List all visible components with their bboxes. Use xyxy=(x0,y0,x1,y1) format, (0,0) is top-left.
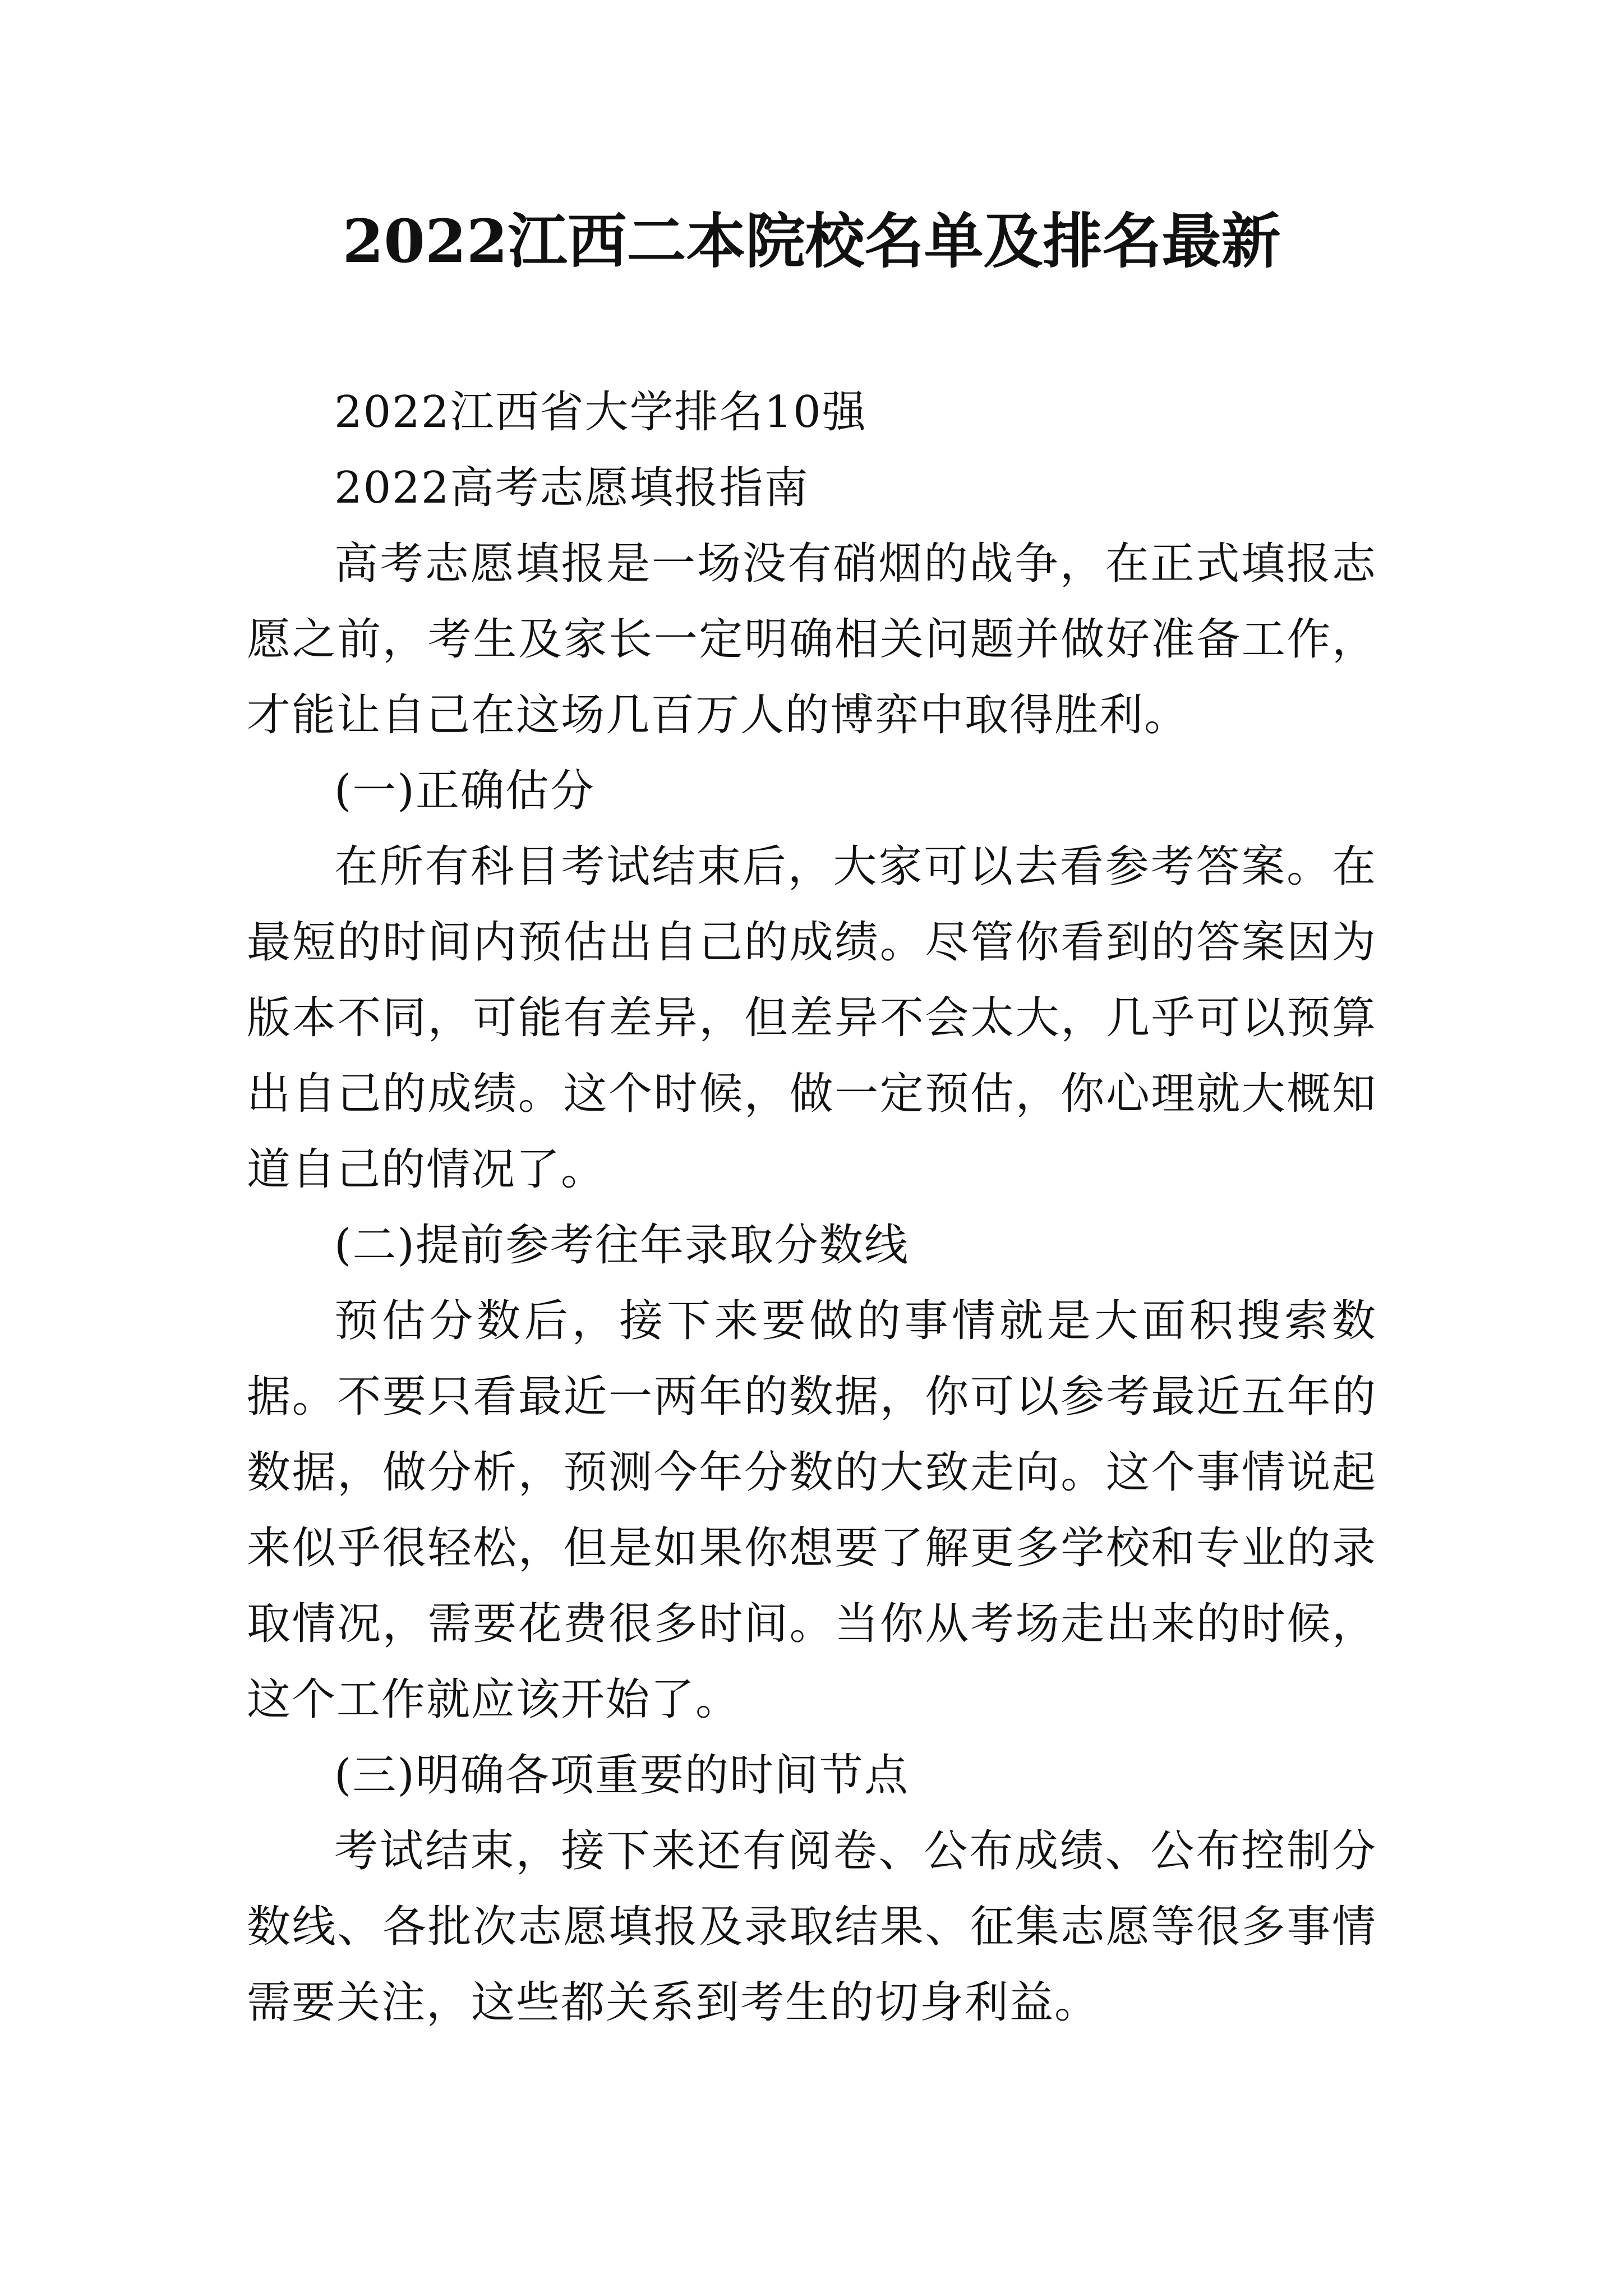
ranking-line: 2022江西省大学排名10强 xyxy=(334,387,867,438)
section-heading-3: (三)明确各项重要的时间节点 xyxy=(334,1750,909,1801)
document-body xyxy=(247,375,1377,2041)
section-heading-1: (一)正确估分 xyxy=(334,766,595,816)
document-title: 2022江西二本院校名单及排名最新 xyxy=(342,206,1281,276)
section-paragraph-1: 在所有科目考试结束后，大家可以去看参考答案。在最短的时间内预估出自己的成绩。尽管你看到的答案因为版本不同，可能有差异，但差异不会太大，几乎可以预算出自己的成绩。这个时候，做一定预估，你心理就大概知道自己的情况了。 xyxy=(247,841,1377,1195)
guide-heading: 2022高考志愿填报指南 xyxy=(334,463,809,513)
section-paragraph-2: 预估分数后，接下来要做的事情就是大面积搜索数据。不要只看最近一两年的数据，你可以参考最近五年的数据，做分析，预测今年分数的大致走向。这个事情说起来似乎很轻松，但是如果你想要了解更多学校和专业的录取情况，需要花费很多时间。当你从考场走出来的时候，这个工作就应该开始了。 xyxy=(247,1296,1377,1725)
section-heading-2: (二)提前参考往年录取分数线 xyxy=(334,1220,909,1271)
intro-paragraph: 高考志愿填报是一场没有硝烟的战争，在正式填报志愿之前，考生及家长一定明确相关问题并做好准备工作，才能让自己在这场几百万人的博弈中取得胜利。 xyxy=(247,539,1377,740)
section-paragraph-3: 考试结束，接下来还有阅卷、公布成绩、公布控制分数线、各批次志愿填报及录取结果、征集志愿等很多事情需要关注，这些都关系到考生的切身利益。 xyxy=(247,1826,1377,2028)
